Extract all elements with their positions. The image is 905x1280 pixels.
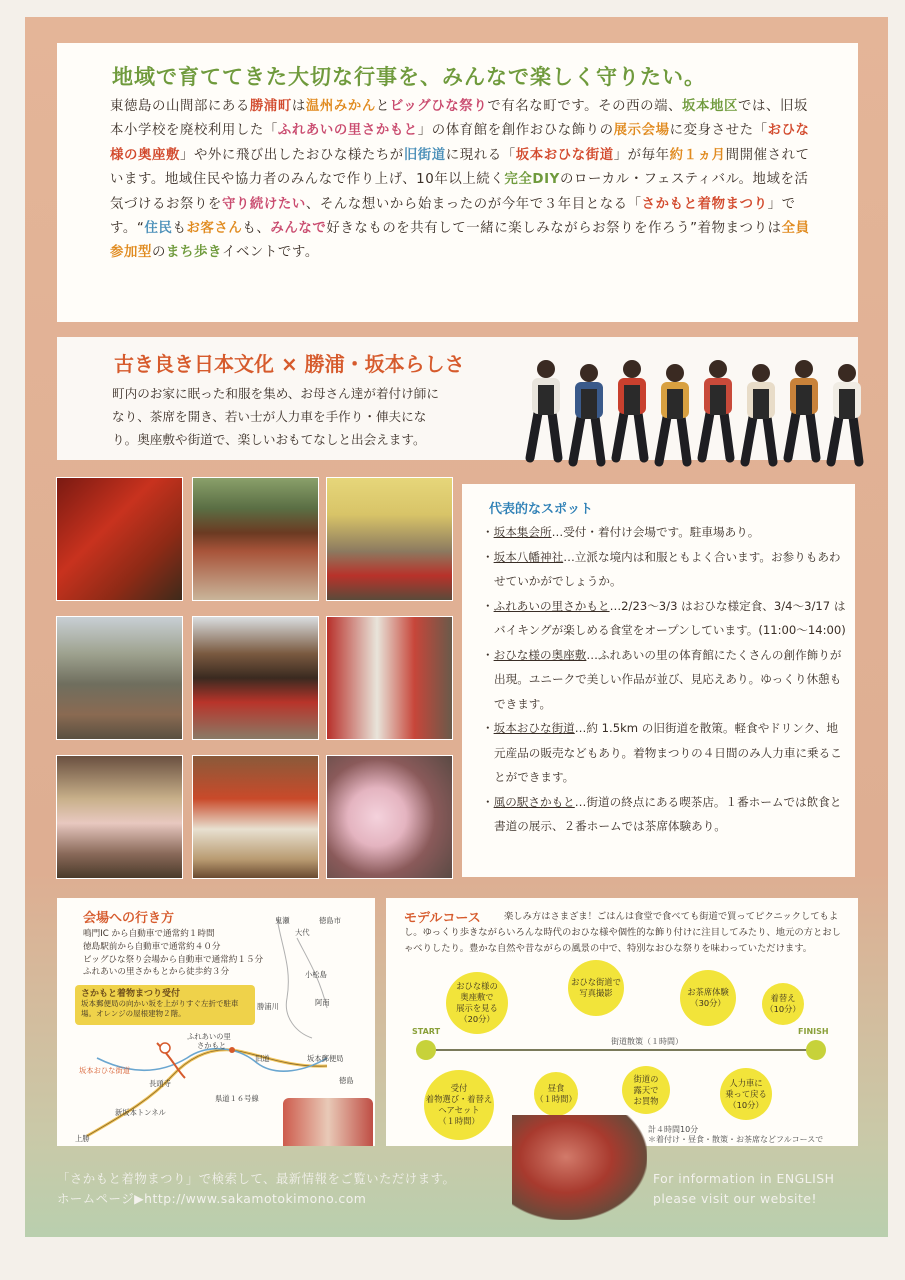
spot-name: 坂本八幡神社 xyxy=(493,549,564,564)
intro-highlight: さかもと着物まつり xyxy=(641,196,768,212)
staff-member xyxy=(831,364,861,462)
spot-item: ・おひな様の奥座敷…ふれあいの里の体育館にたくさんの創作飾りが出現。ユニークで美しい作品が並び、見応えあり。ゆっくり休憩もできます。 xyxy=(482,647,842,711)
map-label: 大代 xyxy=(295,928,310,937)
spot-desc: …約 1.5km の旧街道を散策。軽食やドリンク、地元産品の販売などもあり。着物まつりの４日間のみ人力車に乗ることができます。 xyxy=(494,721,842,784)
photo-blossoms xyxy=(326,755,453,879)
intro-text: では、旧坂本小学校を廃校利用した「 xyxy=(110,99,808,139)
staff-member xyxy=(745,364,775,462)
start-label: START xyxy=(412,1027,441,1036)
access-title: 会場への行き方 xyxy=(83,911,175,926)
intro-highlight: 守り続けたい xyxy=(221,196,306,212)
photo-children-kimono xyxy=(512,1115,647,1220)
spot-name: 風の駅さかもと xyxy=(493,794,575,809)
map-label: 小松島 xyxy=(305,970,327,979)
intro-text: 」が毎年 xyxy=(613,147,670,163)
spot-desc: …立派な境内は和服ともよく合います。お参りもあわせていかがでしょうか。 xyxy=(494,549,841,588)
intro-text: も xyxy=(172,221,187,237)
spot-desc: …ふれあいの里の体育館にたくさんの創作飾りが出現。ユニークで美しい作品が並び、見応えあり。ゆっくり休憩もできます。 xyxy=(494,647,842,711)
map-label: 上勝 xyxy=(75,1134,90,1143)
intro-text: 好きなものを共有して一緒に楽しみながらお祭りを作ろう”着物まつりは xyxy=(326,221,782,237)
spot-desc: …受付・着付け会場です。駐車場あり。 xyxy=(551,525,760,539)
intro-highlight: 坂本おひな街道 xyxy=(515,147,614,163)
direction-line: 徳島駅前から自動車で通常約４０分 xyxy=(83,941,221,952)
map-label: 旧道 xyxy=(255,1054,270,1063)
photo-sakamoto-market xyxy=(326,616,453,740)
intro-highlight: 約１ヵ月 xyxy=(669,147,726,163)
footer-website-link[interactable]: ホームページ▶http://www.sakamotokimono.com xyxy=(57,1191,367,1206)
intro-text: 」や外に飛び出したおひな様たちが xyxy=(179,147,404,163)
callout-text: 坂本郵便局の向かい坂を上がりすぐ左折で駐車場。オレンジの屋根建物２階。 xyxy=(81,999,239,1018)
direction-line: ふれあいの里さかもとから徒歩約３分 xyxy=(83,967,230,978)
spot-desc: …2/23〜3/3 はおひな様定食、3/4〜3/17 はバイキングが楽しめる食堂をオープンしています。(11:00〜14:00) xyxy=(494,598,846,637)
photo-exhibition-hall xyxy=(326,477,453,601)
staff-group-photo xyxy=(512,345,872,485)
course-step: 着替え （10分） xyxy=(762,983,804,1025)
map-label: 坂本郵便局 xyxy=(307,1054,344,1063)
course-total: 計４時間10分 xyxy=(648,1125,699,1134)
footer-english-info: For information in ENGLISH xyxy=(653,1171,835,1186)
map-label: ふれあいの里 xyxy=(187,1032,231,1041)
intro-highlight: 旧街道 xyxy=(403,147,446,163)
intro-text: イベントです。 xyxy=(221,245,319,261)
intro-text: 」です。“ xyxy=(110,196,796,237)
map-label: 阿南 xyxy=(315,998,330,1007)
spot-desc: …街道の終点にある喫茶店。１番ホームでは飲食と書道の展示、２番ホームでは茶席体験あり。 xyxy=(494,794,842,833)
intro-highlight: 温州みかん xyxy=(305,99,376,114)
spot-name: 坂本おひな街道 xyxy=(493,721,575,735)
staff-member xyxy=(573,364,603,462)
callout-title: さかもと着物まつり受付 xyxy=(81,989,181,999)
spot-name: おひな様の奥座敷 xyxy=(493,647,587,662)
map-label: 新坂本トンネル xyxy=(115,1108,166,1117)
course-step: 受付 着物選び・着替え ヘアセット （１時間） xyxy=(424,1070,494,1140)
intro-highlight: ふれあいの里さかもと xyxy=(277,123,418,139)
intro-text: は xyxy=(291,99,306,114)
map-label: 勝浦川 xyxy=(257,1002,279,1011)
intro-text: 」の体育館を創作おひな飾りの xyxy=(417,123,614,139)
staff-member xyxy=(788,360,818,458)
course-step: おひな様の 奥座敷で 展示を見る （20分） xyxy=(446,972,508,1034)
intro-highlight: まち歩き xyxy=(165,245,222,261)
photo-townhouse xyxy=(192,616,319,740)
spots-title: 代表的なスポット xyxy=(489,502,594,517)
photo-kimono-walkers xyxy=(283,1098,373,1146)
staff-member xyxy=(659,364,689,462)
course-step: 昼食 （１時間） xyxy=(534,1072,578,1116)
course-note: ＊着付け・昼食・散策・お茶席などフルコースで xyxy=(648,1135,824,1144)
intro-text: 、そんな想いから始まったのが今年で３年目となる「 xyxy=(305,196,642,212)
footer-english-link[interactable]: please visit our website! xyxy=(653,1191,817,1206)
culture-section xyxy=(57,337,858,460)
map-label: 県道１６号線 xyxy=(215,1094,259,1103)
map-label: 長頭寺 xyxy=(149,1079,171,1088)
course-step: お茶席体験 （30分） xyxy=(680,970,736,1026)
intro-text: のローカル・フェスティバル。地域を活気づけるお祭りを xyxy=(110,172,809,212)
intro-text: も、 xyxy=(242,221,271,237)
walk-label: 街道散策（１時間） xyxy=(611,1037,683,1046)
map-label: 鬼瀬 xyxy=(275,916,290,925)
course-step: 街道の 露天で お買物 xyxy=(622,1066,670,1114)
intro-text: 東徳島の山間部にある xyxy=(110,99,250,114)
direction-line: ビッグひな祭り会場から自動車で通常約１５分 xyxy=(83,954,264,965)
model-title: モデルコース xyxy=(404,911,481,926)
map-label: さかもと xyxy=(197,1041,227,1050)
spot-item: ・坂本集会所…受付・着付け会場です。駐車場あり。 xyxy=(482,525,760,539)
intro-text: と xyxy=(375,99,390,114)
spot-item: ・坂本おひな街道…約 1.5km の旧街道を散策。軽食やドリンク、地元産品の販売などもあり。着物まつりの４日間のみ人力車に乗ることができます。 xyxy=(482,721,842,784)
photo-hina-dolls xyxy=(56,477,183,601)
finish-dot xyxy=(806,1040,826,1060)
course-step: おひな街道で 写真撮影 xyxy=(568,960,624,1016)
photo-tea-ceremony xyxy=(192,755,319,879)
intro-text: に変身させた「 xyxy=(669,123,768,139)
model-lead: 楽しみ方はさまざま！ごはんは食堂で食べても街道で買ってピクニックしてもよし。ゆっくり歩きながらいろんな時代のおひな様や個性的な飾り付けに注目してみたり、地元の方とおしゃべりしたり。豊かな自然や昔ながらの風景の中で、特別なおひな祭りを味わっていただけます。 xyxy=(404,911,841,954)
access-section xyxy=(57,898,375,1146)
model-course-section xyxy=(386,898,858,1146)
intro-highlight: 勝浦町 xyxy=(249,99,292,114)
spot-name: ふれあいの里さかもと xyxy=(493,598,610,613)
map-label: 徳島市 xyxy=(319,916,341,925)
intro-highlight: お客さん xyxy=(186,221,243,237)
intro-highlight: 展示会場 xyxy=(613,123,670,139)
intro-highlight: みんなで xyxy=(270,221,327,237)
culture-title: 古き良き日本文化 × 勝浦・坂本らしさ xyxy=(114,352,465,376)
intro-highlight: 坂本地区 xyxy=(682,99,739,114)
intro-highlight: ビッグひな祭り xyxy=(389,99,488,114)
intro-title: 地域で育ててきた大切な行事を、みんなで楽しく守りたい。 xyxy=(112,65,706,89)
intro-text: に現れる「 xyxy=(445,147,516,163)
photo-shrine xyxy=(192,477,319,601)
footer-search-text: 「さかもと着物まつり」で検索して、最新情報をご覧いただけます。 xyxy=(57,1171,456,1186)
spot-item: ・坂本八幡神社…立派な境内は和服ともよく合います。お参りもあわせていかがでしょうか。 xyxy=(482,549,841,588)
intro-body xyxy=(110,95,810,266)
intro-section xyxy=(57,43,858,322)
course-step: 人力車に 乗って戻る （10分） xyxy=(720,1068,772,1120)
spot-item: ・風の駅さかもと…街道の終点にある喫茶店。１番ホームでは飲食と書道の展示、２番ホームでは茶席体験あり。 xyxy=(482,794,842,833)
map-label: 坂本おひな街道 xyxy=(79,1066,131,1075)
spot-name: 坂本集会所 xyxy=(493,525,552,539)
spots-section xyxy=(462,484,855,877)
intro-text: の xyxy=(151,245,166,261)
finish-label: FINISH xyxy=(798,1027,829,1036)
intro-text: 間開催されています。地域住民や協力者のみんなで作り上げ、10年以上続く xyxy=(110,147,810,188)
spot-item: ・ふれあいの里さかもと…2/23〜3/3 はおひな様定食、3/4〜3/17 はバイキングが楽しめる食堂をオープンしています。(11:00〜14:00) xyxy=(482,598,846,637)
course-line xyxy=(436,1049,816,1051)
staff-member xyxy=(530,360,560,458)
staff-member xyxy=(616,360,646,458)
spots-list xyxy=(482,520,847,839)
intro-highlight: 全員参加型 xyxy=(110,221,810,261)
staff-member xyxy=(702,360,732,458)
direction-line: 鳴門IC から自動車で通常約１時間 xyxy=(83,929,215,939)
photo-kimono-girl xyxy=(56,755,183,879)
intro-highlight: 完全DIY xyxy=(504,172,560,188)
culture-text: 町内のお家に眠った和服を集め、お母さん達が着付け師になり、茶席を開き、若い士が人力車を手作り・俥夫になり。奥座敷や街道で、楽しいおもてなしと出会えます。 xyxy=(112,386,439,447)
start-dot xyxy=(416,1040,436,1060)
intro-highlight: 住民 xyxy=(144,221,173,237)
photo-old-street xyxy=(56,616,183,740)
map-label: 徳島 xyxy=(339,1076,354,1085)
intro-highlight: おひな様の奥座敷 xyxy=(110,123,810,163)
intro-text: で有名な町です。その西の端、 xyxy=(487,99,683,114)
